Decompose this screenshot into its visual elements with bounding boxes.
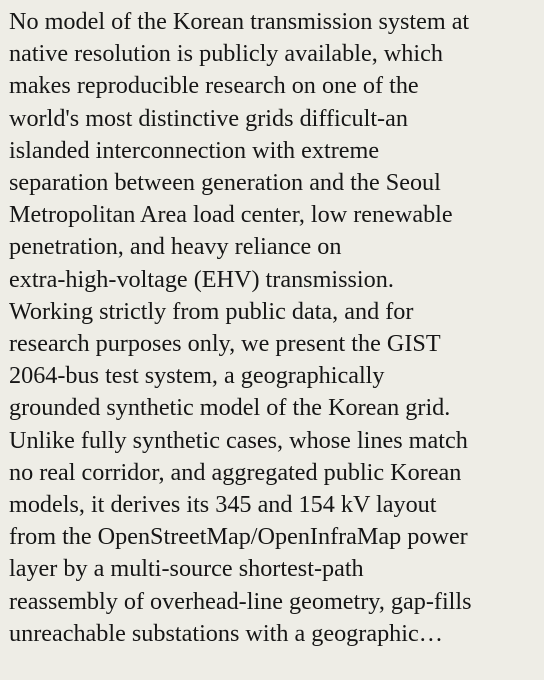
abstract-line: unreachable substations with a geographic… bbox=[9, 619, 443, 647]
abstract-line: Working strictly from public data, and for bbox=[9, 297, 414, 325]
abstract-text bbox=[9, 6, 535, 650]
abstract-line: from the OpenStreetMap/OpenInfraMap power bbox=[9, 523, 468, 551]
abstract-line: grounded synthetic model of the Korean grid. bbox=[9, 394, 451, 422]
abstract-line: research purposes only, we present the GIST bbox=[9, 330, 441, 358]
abstract-line: models, it derives its 345 and 154 kV layout bbox=[9, 491, 437, 519]
abstract-line: penetration, and heavy reliance on bbox=[9, 233, 342, 261]
abstract-line: Unlike fully synthetic cases, whose lines match bbox=[9, 426, 468, 454]
abstract-line: makes reproducible research on one of the bbox=[9, 72, 419, 100]
abstract-line: native resolution is publicly available, which bbox=[9, 40, 443, 68]
abstract-line: Metropolitan Area load center, low renewable bbox=[9, 201, 453, 229]
abstract-line: 2064-bus test system, a geographically bbox=[9, 362, 385, 390]
abstract-line: extra-high-voltage (EHV) transmission. bbox=[9, 265, 394, 293]
abstract-line: islanded interconnection with extreme bbox=[9, 136, 380, 164]
abstract-line: layer by a multi-source shortest-path bbox=[9, 555, 364, 583]
abstract-line: No model of the Korean transmission system at bbox=[9, 8, 470, 35]
abstract-line: world's most distinctive grids difficult-an bbox=[9, 104, 408, 132]
abstract-line: separation between generation and the Seoul bbox=[9, 169, 441, 197]
abstract-line: reassembly of overhead-line geometry, gap-fills bbox=[9, 587, 472, 615]
abstract-line: no real corridor, and aggregated public Korean bbox=[9, 458, 462, 486]
